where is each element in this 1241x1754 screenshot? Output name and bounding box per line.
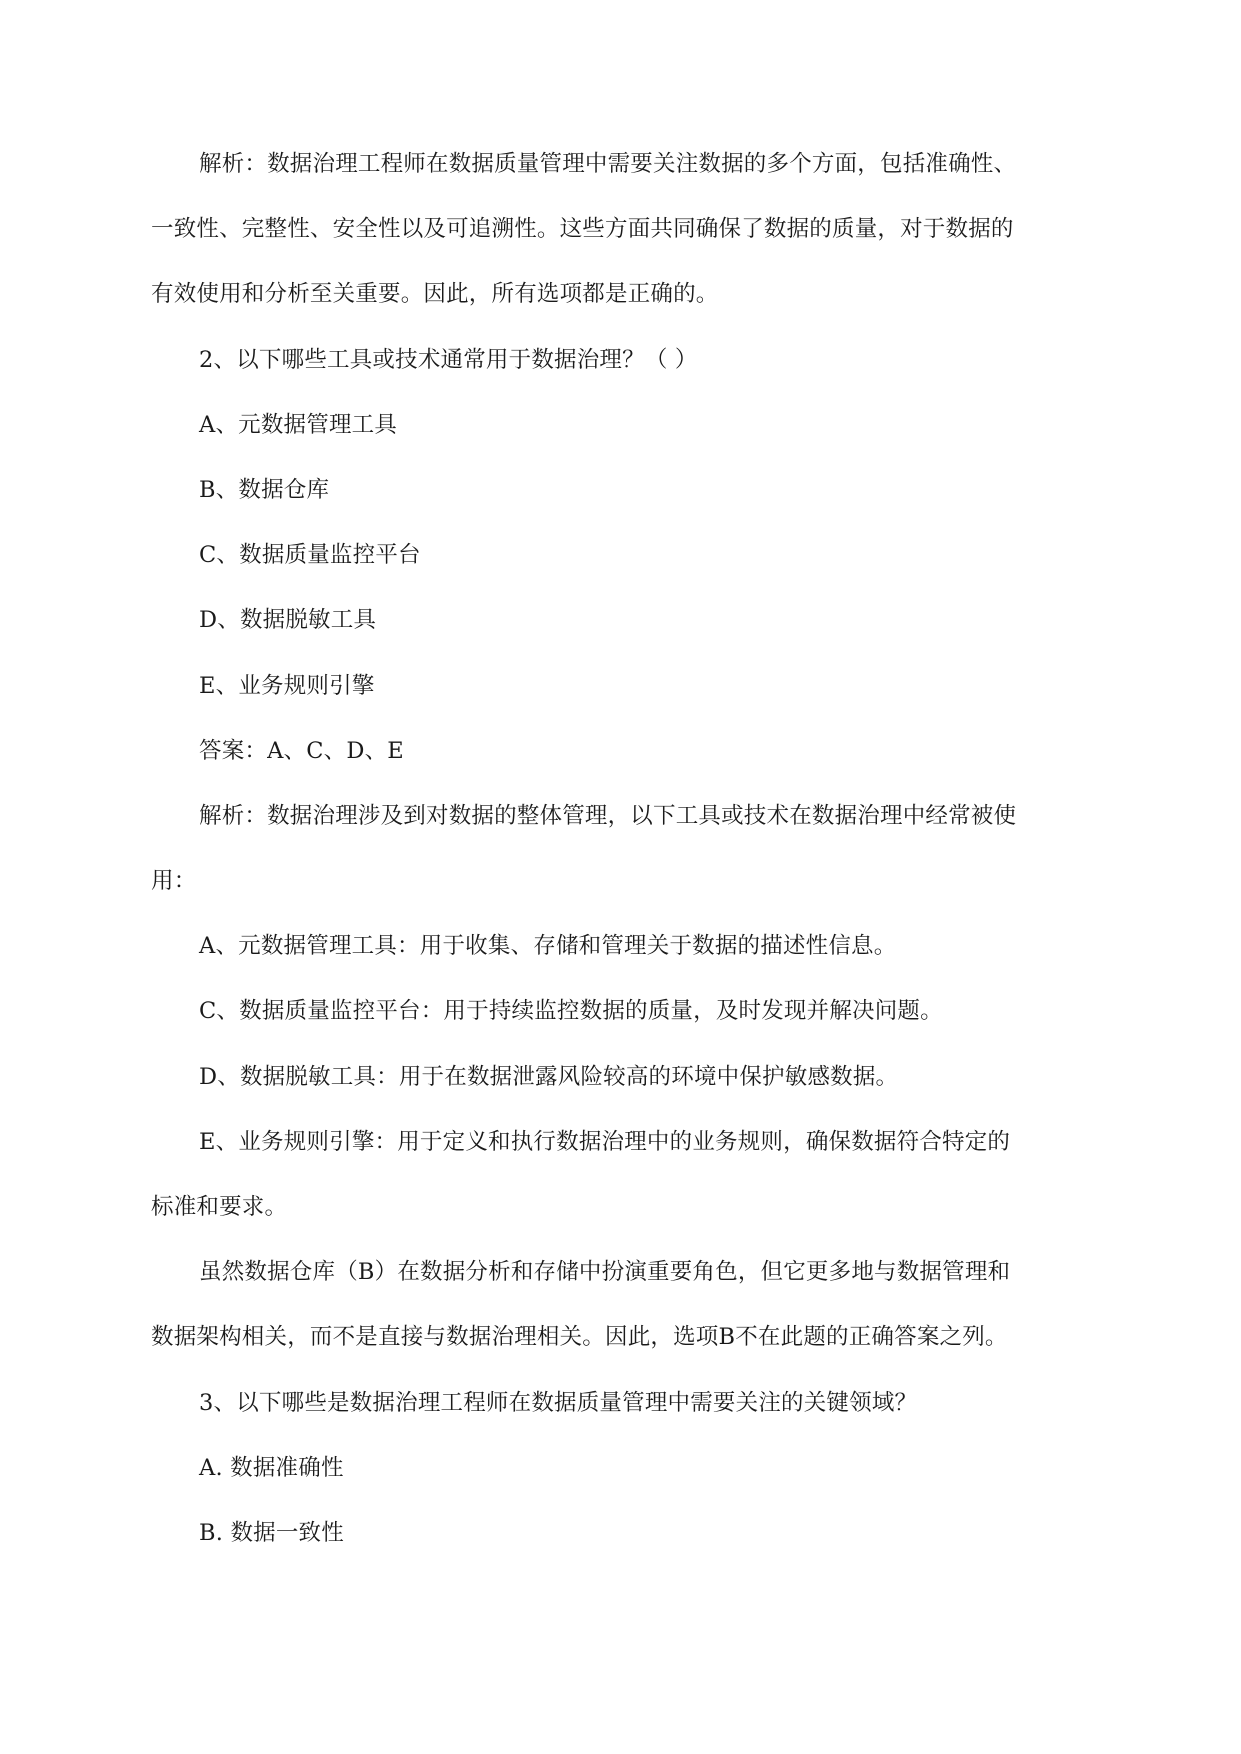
question-2-option-a: A、元数据管理工具 [199,412,398,438]
analysis-q2-note-line-2: 数据架构相关，而不是直接与数据治理相关。因此，选项B不在此题的正确答案之列。 [151,1324,1008,1350]
analysis-q2-item-e-line-1: E、业务规则引擎：用于定义和执行数据治理中的业务规则，确保数据符合特定的 [199,1129,1011,1155]
analysis-q2-item-d: D、数据脱敏工具：用于在数据泄露风险较高的环境中保护敏感数据。 [199,1064,899,1090]
analysis-q2-line-1: 解析：数据治理涉及到对数据的整体管理，以下工具或技术在数据治理中经常被使 [199,803,1017,829]
question-3-option-b: B. 数据一致性 [199,1520,344,1546]
question-3-option-a: A. 数据准确性 [199,1455,344,1481]
question-2-option-e: E、业务规则引擎 [199,673,375,699]
analysis-q1-line-2: 一致性、完整性、安全性以及可追溯性。这些方面共同确保了数据的质量，对于数据的 [151,216,1014,242]
analysis-q1-line-3: 有效使用和分析至关重要。因此，所有选项都是正确的。 [151,281,719,307]
question-2-option-d: D、数据脱敏工具 [199,607,377,633]
question-3: 3、以下哪些是数据治理工程师在数据质量管理中需要关注的关键领域？ [199,1390,918,1416]
question-2-answer: 答案：A、C、D、E [199,738,404,764]
analysis-q2-item-c: C、数据质量监控平台：用于持续监控数据的质量，及时发现并解决问题。 [199,998,943,1024]
question-2-option-c: C、数据质量监控平台 [199,542,421,568]
question-2-option-b: B、数据仓库 [199,477,330,503]
analysis-q1-line-1: 解析：数据治理工程师在数据质量管理中需要关注数据的多个方面，包括准确性、 [199,151,1017,177]
question-2: 2、以下哪些工具或技术通常用于数据治理？（ ） [199,347,698,373]
analysis-q2-line-2: 用： [151,868,197,894]
analysis-q2-note-line-1: 虽然数据仓库（B）在数据分析和存储中扮演重要角色，但它更多地与数据管理和 [199,1259,1011,1285]
analysis-q2-item-a: A、元数据管理工具：用于收集、存储和管理关于数据的描述性信息。 [199,933,897,959]
analysis-q2-item-e-line-2: 标准和要求。 [151,1194,288,1220]
